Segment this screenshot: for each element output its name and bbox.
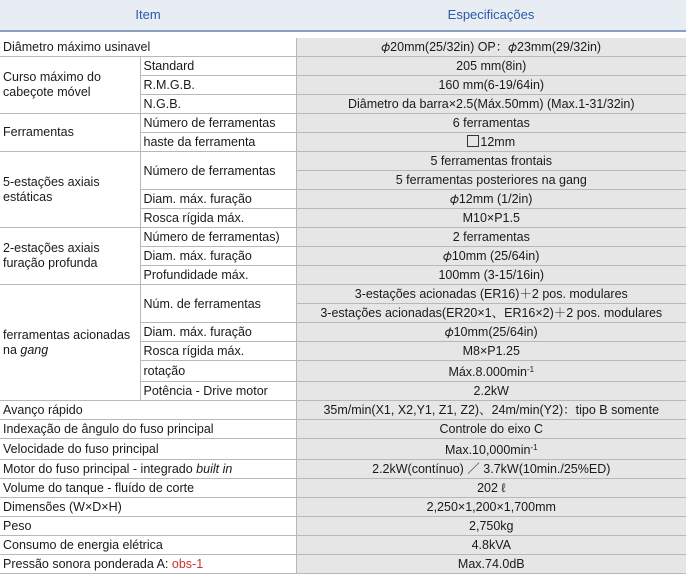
row-label: Consumo de energia elétrica — [0, 536, 296, 555]
sub-label: Número de ferramentas — [140, 114, 296, 133]
row-label: Volume do tanque - fluído de corte — [0, 479, 296, 498]
row-label-cell — [0, 460, 296, 479]
sub-label: haste da ferramenta — [140, 133, 296, 152]
table-header — [0, 0, 686, 31]
sub-label: Diam. máx. furação — [140, 190, 296, 209]
row-value: 𝜙20mm(25/32in) OP：𝜙23mm(29/32in) — [296, 38, 686, 57]
table-row — [0, 57, 686, 76]
table-row — [0, 555, 686, 574]
row-value: M10×P1.5 — [296, 209, 686, 228]
row-value: 4.8kVA — [296, 536, 686, 555]
row-value: 𝜙10mm (25/64in) — [296, 247, 686, 266]
row-label: Diâmetro máximo usinavel — [0, 38, 296, 57]
table-row — [0, 38, 686, 57]
table-row — [0, 479, 686, 498]
sub-label: R.M.G.B. — [140, 76, 296, 95]
row-value: 2.2kW — [296, 382, 686, 401]
table-row — [0, 152, 686, 171]
row-label-em: built in — [196, 462, 233, 476]
row-value: M8×P1.25 — [296, 342, 686, 361]
row-label-cell — [0, 555, 296, 574]
table-row — [0, 420, 686, 439]
table-row — [0, 114, 686, 133]
table-row — [0, 401, 686, 420]
row-value: 35m/min(X1, X2,Y1, Z1, Z2)、24m/min(Y2)：tipo B somente — [296, 401, 686, 420]
table-row — [0, 498, 686, 517]
sub-label: N.G.B. — [140, 95, 296, 114]
row-value: Controle do eixo C — [296, 420, 686, 439]
group-label: 5-estações axiais estáticas — [0, 152, 140, 228]
row-value: 2,750kg — [296, 517, 686, 536]
row-label: Velocidade do fuso principal — [0, 439, 296, 460]
row-value: 5 ferramentas frontais — [296, 152, 686, 171]
superscript: -1 — [526, 365, 535, 374]
sub-label: Potência - Drive motor — [140, 382, 296, 401]
header-item: Item — [0, 0, 296, 31]
row-value-cell — [296, 439, 686, 460]
row-value: 160 mm(6-19/64in) — [296, 76, 686, 95]
row-value-cell — [296, 133, 686, 152]
sub-label: Diam. máx. furação — [140, 323, 296, 342]
sub-label: Rosca rígida máx. — [140, 342, 296, 361]
row-value: 3-estações acionadas (ER16)＋2 pos. modulares — [296, 285, 686, 304]
sub-label: Número de ferramentas — [140, 152, 296, 190]
table-row — [0, 460, 686, 479]
sub-label: Profundidade máx. — [140, 266, 296, 285]
table-row — [0, 228, 686, 247]
row-value: Max.74.0dB — [296, 555, 686, 574]
row-value: 6 ferramentas — [296, 114, 686, 133]
sub-label: Núm. de ferramentas — [140, 285, 296, 323]
row-label: Avanço rápido — [0, 401, 296, 420]
table-row — [0, 285, 686, 304]
row-value: 5 ferramentas posteriores na gang — [296, 171, 686, 190]
row-label: Motor do fuso principal - integrado — [3, 462, 193, 476]
row-value: 2,250×1,200×1,700mm — [296, 498, 686, 517]
group-label-cell — [0, 285, 140, 401]
table-row — [0, 536, 686, 555]
sub-label: Número de ferramentas) — [140, 228, 296, 247]
row-value: 202 ℓ — [296, 479, 686, 498]
header-spec: Especificações — [296, 0, 686, 31]
row-value: Máx.8.000min — [448, 365, 527, 379]
superscript: -1 — [530, 443, 538, 452]
row-value: 100mm (3-15/16in) — [296, 266, 686, 285]
row-label: Peso — [0, 517, 296, 536]
row-label: Indexação de ângulo do fuso principal — [0, 420, 296, 439]
square-icon — [467, 135, 479, 147]
row-value: 2.2kW(contínuo) ／ 3.7kW(10min./25%ED) — [296, 460, 686, 479]
note-link: obs-1 — [171, 557, 204, 571]
row-value-cell — [296, 361, 686, 382]
row-value: 12mm — [480, 135, 516, 149]
group-label-em: gang — [20, 342, 49, 357]
group-label: 2-estações axiais furação profunda — [0, 228, 140, 285]
row-value: 3-estações acionadas(ER20×1、ER16×2)＋2 pos. modulares — [296, 304, 686, 323]
group-label: ferramentas acionadas na — [3, 327, 131, 357]
row-value: 2 ferramentas — [296, 228, 686, 247]
table-row — [0, 517, 686, 536]
row-value: 205 mm(8in) — [296, 57, 686, 76]
sub-label: rotação — [140, 361, 296, 382]
row-value: Max.10,000min — [444, 443, 531, 457]
row-label: Dimensões (W×D×H) — [0, 498, 296, 517]
row-value: 𝜙10mm(25/64in) — [296, 323, 686, 342]
row-label: Pressão sonora ponderada A: — [3, 557, 169, 571]
row-value: 𝜙12mm (1/2in) — [296, 190, 686, 209]
group-label: Curso máximo do cabeçote móvel — [0, 57, 140, 114]
sub-label: Rosca rígida máx. — [140, 209, 296, 228]
group-label: Ferramentas — [0, 114, 140, 152]
sub-label: Diam. máx. furação — [140, 247, 296, 266]
table-row — [0, 439, 686, 460]
sub-label: Standard — [140, 57, 296, 76]
row-value: Diâmetro da barra×2.5(Máx.50mm) (Max.1-31/32in) — [296, 95, 686, 114]
